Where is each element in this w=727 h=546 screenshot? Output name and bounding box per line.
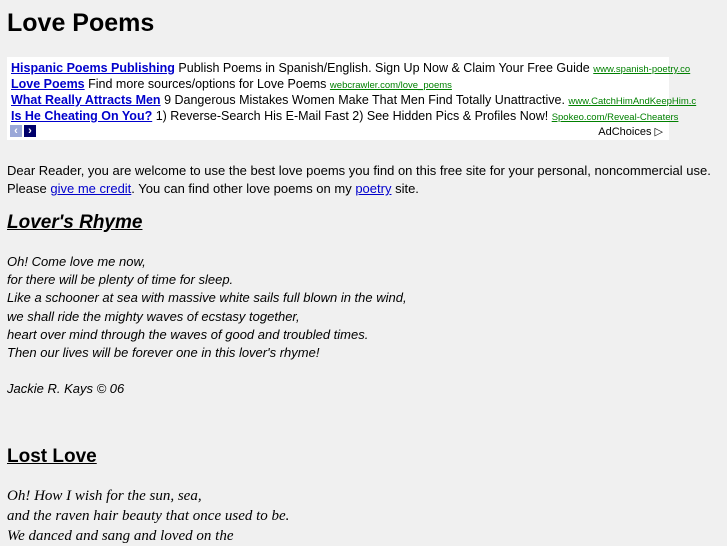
ad-block bbox=[7, 57, 697, 140]
ad-title-link[interactable]: Hispanic Poems Publishing bbox=[11, 61, 175, 75]
ad-text: Publish Poems in Spanish/English. Sign Up Now & Claim Your Free Guide bbox=[178, 61, 590, 75]
poem-line: We danced and sang and loved on the bbox=[7, 528, 234, 544]
adchoices-link[interactable] bbox=[598, 125, 663, 139]
ad-text: 9 Dangerous Mistakes Women Make That Men Find Totally Unattractive. bbox=[164, 93, 565, 107]
ad-row bbox=[11, 108, 678, 126]
poem-line: heart over mind through the waves of good and troubled times. bbox=[7, 326, 369, 342]
ad-text: 1) Reverse-Search His E-Mail Fast 2) See Hidden Pics & Profiles Now! bbox=[155, 109, 549, 123]
give-credit-link[interactable]: give me credit bbox=[50, 181, 132, 196]
ad-url-link[interactable]: Spokeo.com/Reveal-Cheaters bbox=[551, 112, 679, 123]
poem-line: Oh! How I wish for the sun, sea, bbox=[7, 488, 202, 504]
poem-line: Oh! Come love me now, bbox=[7, 254, 146, 269]
ad-nav bbox=[10, 125, 36, 137]
intro-part: Dear Reader, you are welcome to use the best love poems you find on this free site for your personal, noncommercial use. Please bbox=[7, 163, 711, 196]
ad-url-link[interactable]: www.spanish-poetry.co bbox=[593, 64, 691, 75]
page-title: Love Poems bbox=[7, 9, 155, 37]
intro-part: site. bbox=[391, 181, 419, 196]
intro-part: . You can find other love poems on my bbox=[131, 181, 356, 196]
chevron-right-icon[interactable]: › bbox=[24, 125, 36, 137]
adchoices-label: AdChoices bbox=[598, 126, 652, 138]
chevron-left-icon[interactable]: ‹ bbox=[10, 125, 22, 137]
poem-author: Jackie R. Kays © 06 bbox=[7, 381, 125, 396]
poem-body bbox=[7, 253, 407, 362]
poem-line: Like a schooner at sea with massive white sails full blown in the wind, bbox=[7, 290, 407, 306]
poem-line: and the raven hair beauty that once used to be. bbox=[7, 508, 290, 524]
poem-line: Then our lives will be forever one in this lover's rhyme! bbox=[7, 345, 320, 361]
ad-title-link[interactable]: Love Poems bbox=[11, 77, 85, 91]
adchoices-icon: ▷ bbox=[654, 126, 663, 138]
ad-title-link[interactable]: Is He Cheating On You? bbox=[11, 109, 153, 123]
poetry-link[interactable]: poetry bbox=[355, 181, 392, 196]
poem-title: Lover's Rhyme bbox=[7, 212, 143, 233]
ad-text: Find more sources/options for Love Poems bbox=[88, 77, 327, 91]
intro-text bbox=[7, 162, 723, 198]
ad-title-link[interactable]: What Really Attracts Men bbox=[11, 93, 161, 107]
poem-title: Lost Love bbox=[7, 446, 97, 467]
poem-line: we shall ride the mighty waves of ecstasy together, bbox=[7, 308, 300, 324]
poem-line: for there will be plenty of time for sleep. bbox=[7, 272, 234, 288]
poem-body bbox=[7, 486, 289, 546]
ad-url-link[interactable]: webcrawler.com/love_poems bbox=[329, 80, 452, 91]
ad-url-link[interactable]: www.CatchHimAndKeepHim.c bbox=[568, 96, 697, 107]
